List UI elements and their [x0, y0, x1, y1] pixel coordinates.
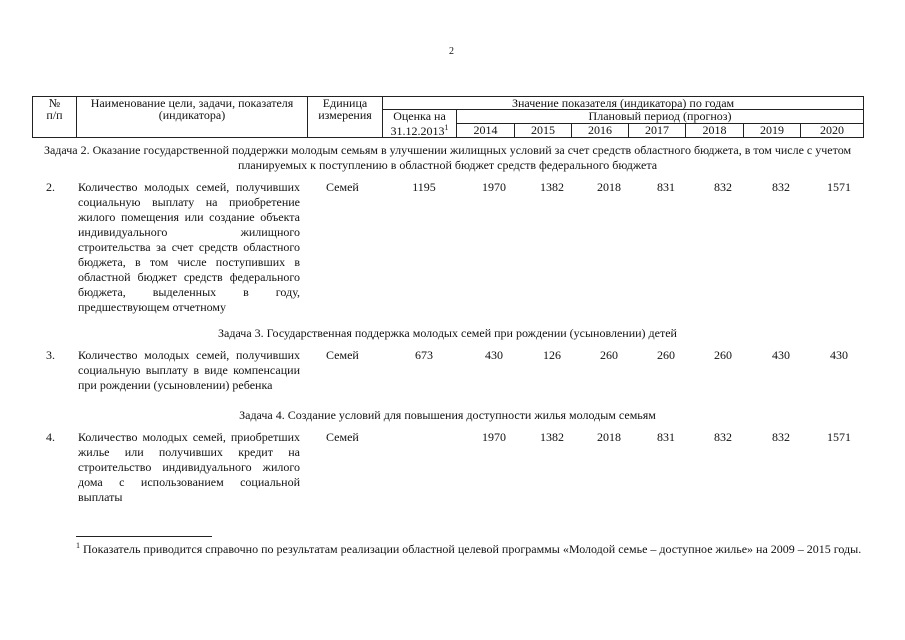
row-value: 2018: [597, 180, 621, 194]
page-number: 2: [449, 46, 454, 57]
row-value: 2018: [597, 430, 621, 444]
row-value: 832: [772, 180, 790, 194]
header-col-number: № п/п: [33, 97, 77, 138]
row-value: 831: [657, 180, 675, 194]
header-planned-period: Плановый период (прогноз): [457, 110, 864, 124]
row-value: 1970: [482, 430, 506, 444]
row-description: Количество молодых семей, получивших социальную выплату в виде компенсации при рождении (усыновлении) ребенка: [78, 348, 300, 392]
row-value: 260: [657, 348, 675, 362]
row-number: 2.: [46, 180, 55, 194]
header-year: 2016: [572, 124, 629, 138]
header-year: 2018: [686, 124, 744, 138]
header-year: 2015: [515, 124, 572, 138]
row-value: 1382: [540, 430, 564, 444]
footnote-text: Показатель приводится справочно по результатам реализации областной целевой программы «Молодой семье – доступное жилье» на 2009 – 2015 годы.: [83, 542, 862, 556]
header-estimate: Оценка на 31.12.2013$^1$: [383, 110, 457, 138]
row-value: 831: [657, 430, 675, 444]
row-value: 832: [772, 430, 790, 444]
footnote-mark: 1: [76, 541, 80, 550]
row-unit: Семей: [326, 180, 359, 194]
header-col-name: Наименование цели, задачи, показателя (индикатора): [77, 97, 308, 138]
row-value: 1970: [482, 180, 506, 194]
header-table: [32, 96, 864, 138]
row-value: 1571: [827, 430, 851, 444]
row-value: 832: [714, 430, 732, 444]
row-value: 430: [830, 348, 848, 362]
row-description: Количество молодых семей, получивших социальную выплату на приобретение жилого помещения или создание объекта индивидуального жилищного строительства за счет средств областного бюджета, в том числе поступивших в областной бюджет средств федерального бюджета, выделенных в году, предшествующем отчетному: [78, 180, 300, 314]
row-unit: Семей: [326, 348, 359, 362]
row-description: Количество молодых семей, приобретших жилье или получивших кредит на строительство индивидуального жилого дома с использованием социальной выплаты: [78, 430, 300, 504]
row-value: 1195: [412, 180, 436, 194]
row-value: 126: [543, 348, 561, 362]
row-number: 3.: [46, 348, 55, 362]
row-value: 1382: [540, 180, 564, 194]
header-year: 2014: [457, 124, 515, 138]
row-value: 260: [600, 348, 618, 362]
header-year: 2017: [629, 124, 686, 138]
task-title: Задача 3. Государственная поддержка молодых семей при рождении (усыновлении) детей: [218, 326, 677, 340]
task-title: Задача 4. Создание условий для повышения доступности жилья молодым семьям: [239, 408, 656, 422]
row-value: 1571: [827, 180, 851, 194]
row-value: 673: [415, 348, 433, 362]
header-values-title: Значение показателя (индикатора) по годам: [383, 97, 864, 110]
header-year: 2020: [801, 124, 864, 138]
footnote: [32, 538, 887, 557]
task-title: Задача 2. Оказание государственной поддержки молодым семьям в улучшении жилищных условий за счет средств областного бюджета, в том числе с учетом планируемых к поступлению в областной бюджет средств федерального бюджета: [43, 143, 852, 172]
row-value: 260: [714, 348, 732, 362]
header-col-unit: Единица измерения: [308, 97, 383, 138]
row-value: 832: [714, 180, 732, 194]
row-value: 430: [772, 348, 790, 362]
footnote-separator: [76, 536, 212, 537]
header-year: 2019: [744, 124, 801, 138]
row-number: 4.: [46, 430, 55, 444]
row-value: 430: [485, 348, 503, 362]
row-unit: Семей: [326, 430, 359, 444]
